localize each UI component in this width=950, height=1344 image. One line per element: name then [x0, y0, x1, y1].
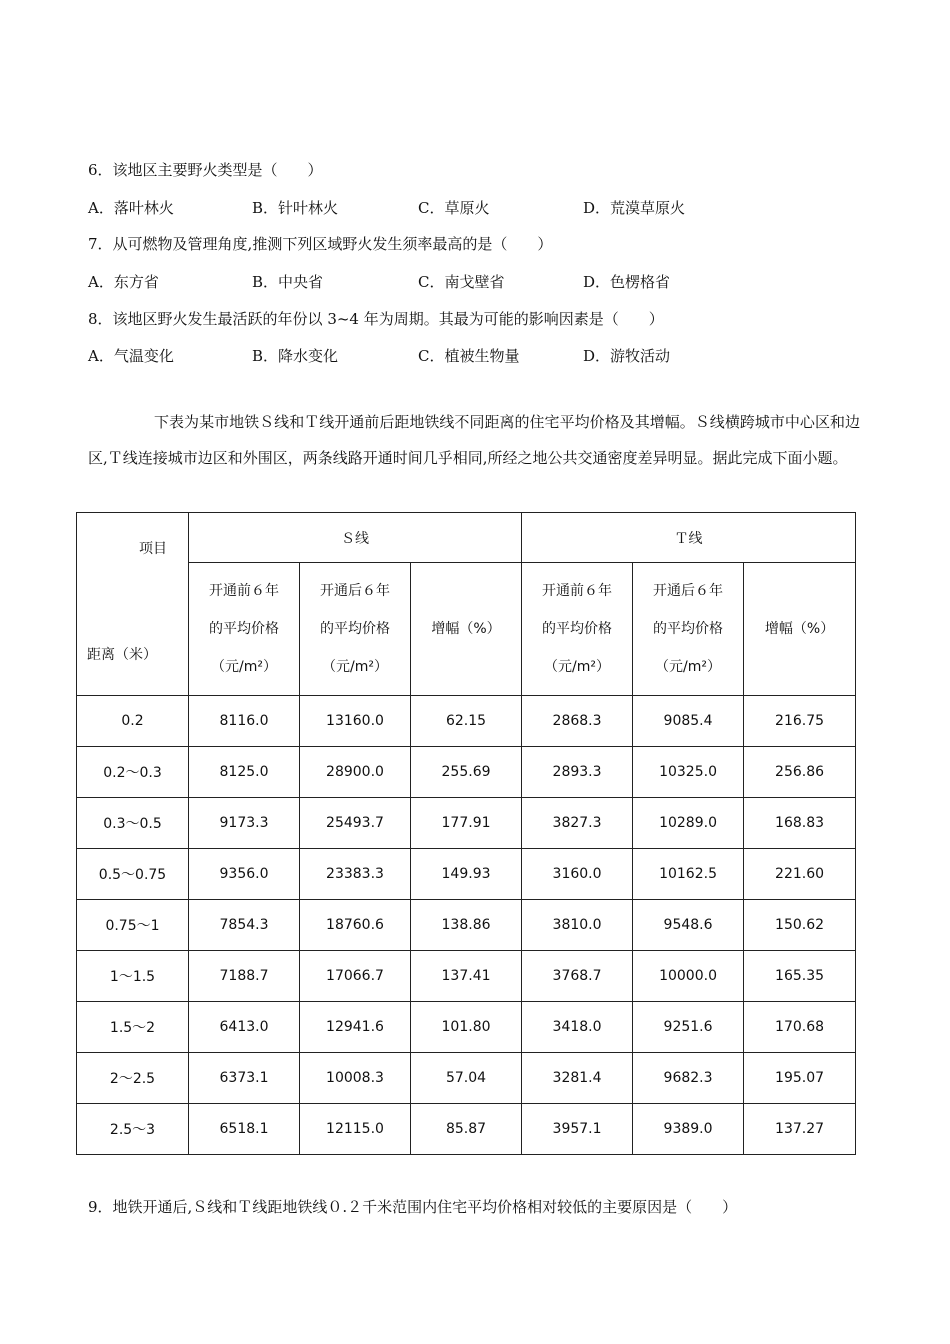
distance-cell: 0.3～0.5: [77, 798, 189, 849]
t-increase-cell: 216.75: [744, 696, 856, 747]
option-c: C．南戈壁省: [418, 273, 505, 291]
header-line: 的平均价格: [320, 621, 390, 637]
t-after-cell: 9389.0: [633, 1104, 744, 1155]
table-row: [77, 1104, 856, 1155]
option-a: A．东方省: [88, 273, 159, 291]
header-line: 的平均价格: [209, 621, 279, 637]
question-6: 6．该地区主要野火类型是（ ）: [88, 161, 323, 179]
s-increase-cell: 101.80: [411, 1002, 522, 1053]
option-d: D．荒漠草原火: [583, 199, 686, 217]
s-after-cell: 17066.7: [300, 951, 411, 1002]
distance-cell: 1.5～2: [77, 1002, 189, 1053]
option-d: D．色楞格省: [583, 273, 671, 291]
header-line: 的平均价格: [542, 621, 613, 637]
distance-cell: 0.5～0.75: [77, 849, 189, 900]
s-before-cell: 8116.0: [189, 696, 300, 747]
table-body: [77, 696, 856, 1155]
header-line: 开通前６年: [542, 583, 613, 599]
t-before-cell: 3160.0: [522, 849, 633, 900]
distance-cell: 2.5～3: [77, 1104, 189, 1155]
table-row: [77, 1002, 856, 1053]
t-after-header: [633, 563, 744, 696]
t-increase-cell: 137.27: [744, 1104, 856, 1155]
t-increase-cell: 170.68: [744, 1002, 856, 1053]
t-increase-cell: 165.35: [744, 951, 856, 1002]
option-a: A．气温变化: [88, 347, 174, 365]
header-line: 增幅（%）: [431, 621, 501, 637]
s-before-cell: 9356.0: [189, 849, 300, 900]
header-line: 的平均价格: [653, 621, 724, 637]
corner-cell: [77, 513, 189, 696]
price-table: [76, 512, 856, 1155]
s-increase-cell: 62.15: [411, 696, 522, 747]
s-increase-cell: 137.41: [411, 951, 522, 1002]
question-9: 9．地铁开通后,Ｓ线和Ｔ线距地铁线０.２千米范围内住宅平均价格相对较低的主要原因是（ ）: [88, 1198, 738, 1216]
distance-cell: 2～2.5: [77, 1053, 189, 1104]
header-line: 开通前６年: [209, 583, 279, 599]
s-after-cell: 12115.0: [300, 1104, 411, 1155]
table-row: [77, 900, 856, 951]
corner-item-label: 项目: [139, 541, 167, 557]
t-after-cell: 9548.6: [633, 900, 744, 951]
t-before-cell: 3827.3: [522, 798, 633, 849]
s-after-cell: 18760.6: [300, 900, 411, 951]
table-row: [77, 747, 856, 798]
s-before-cell: 6413.0: [189, 1002, 300, 1053]
option-b: B．中央省: [252, 273, 324, 291]
s-before-cell: 6373.1: [189, 1053, 300, 1104]
question-8-options: [88, 346, 848, 366]
s-before-cell: 7854.3: [189, 900, 300, 951]
t-increase-cell: 256.86: [744, 747, 856, 798]
option-a: A．落叶林火: [88, 199, 174, 217]
t-after-cell: 10289.0: [633, 798, 744, 849]
table-row: [77, 1053, 856, 1104]
t-after-cell: 9251.6: [633, 1002, 744, 1053]
s-after-cell: 23383.3: [300, 849, 411, 900]
t-before-cell: 2868.3: [522, 696, 633, 747]
s-increase-cell: 149.93: [411, 849, 522, 900]
distance-cell: 0.2: [77, 696, 189, 747]
table-row: [77, 798, 856, 849]
corner-distance-label: 距离（米）: [87, 647, 157, 663]
s-before-cell: 9173.3: [189, 798, 300, 849]
s-before-cell: 8125.0: [189, 747, 300, 798]
option-d: D．游牧活动: [583, 347, 671, 365]
s-after-cell: 28900.0: [300, 747, 411, 798]
question-7: 7．从可燃物及管理角度,推测下列区域野火发生须率最高的是（ ）: [88, 235, 553, 253]
t-before-cell: 2893.3: [522, 747, 633, 798]
line-s-header: Ｓ线: [189, 513, 522, 563]
table-row: [77, 696, 856, 747]
t-after-cell: 10162.5: [633, 849, 744, 900]
header-line: （元/m²）: [544, 659, 611, 675]
s-after-cell: 13160.0: [300, 696, 411, 747]
t-before-cell: 3957.1: [522, 1104, 633, 1155]
header-line: （元/m²）: [322, 659, 388, 675]
s-increase-cell: 57.04: [411, 1053, 522, 1104]
distance-cell: 0.2～0.3: [77, 747, 189, 798]
t-before-cell: 3810.0: [522, 900, 633, 951]
s-after-cell: 25493.7: [300, 798, 411, 849]
t-after-cell: 10325.0: [633, 747, 744, 798]
t-after-cell: 10000.0: [633, 951, 744, 1002]
t-before-cell: 3418.0: [522, 1002, 633, 1053]
question-6-options: [88, 198, 848, 218]
s-after-header: [300, 563, 411, 696]
t-after-cell: 9682.3: [633, 1053, 744, 1104]
s-before-cell: 7188.7: [189, 951, 300, 1002]
s-increase-cell: 255.69: [411, 747, 522, 798]
t-increase-cell: 195.07: [744, 1053, 856, 1104]
t-before-header: [522, 563, 633, 696]
option-b: B．针叶林火: [252, 199, 339, 217]
t-after-cell: 9085.4: [633, 696, 744, 747]
header-line: （元/m²）: [655, 659, 722, 675]
header-line: 增幅（%）: [764, 621, 835, 637]
option-c: C．草原火: [418, 199, 490, 217]
s-before-cell: 6518.1: [189, 1104, 300, 1155]
s-increase-header: [411, 563, 522, 696]
distance-cell: 0.75～1: [77, 900, 189, 951]
table-row: [77, 951, 856, 1002]
distance-cell: 1～1.5: [77, 951, 189, 1002]
header-line: 开通后６年: [653, 583, 724, 599]
s-increase-cell: 177.91: [411, 798, 522, 849]
s-after-cell: 10008.3: [300, 1053, 411, 1104]
question-7-options: [88, 272, 848, 292]
option-c: C．植被生物量: [418, 347, 520, 365]
s-increase-cell: 138.86: [411, 900, 522, 951]
t-before-cell: 3768.7: [522, 951, 633, 1002]
t-increase-cell: 150.62: [744, 900, 856, 951]
s-before-header: [189, 563, 300, 696]
t-increase-cell: 221.60: [744, 849, 856, 900]
header-line: 开通后６年: [320, 583, 390, 599]
line-t-header: Ｔ线: [522, 513, 856, 563]
header-line: （元/m²）: [211, 659, 277, 675]
intro-paragraph: 下表为某市地铁Ｓ线和Ｔ线开通前后距地铁线不同距离的住宅平均价格及其增幅。Ｓ线横跨城市中心区和边区,Ｔ线连接城市边区和外围区，两条线路开通时间几乎相同,所经之地公共交通密度差异明显。据此完成下面小题。: [88, 413, 860, 467]
header-row-columns: [77, 563, 856, 696]
option-b: B．降水变化: [252, 347, 339, 365]
t-before-cell: 3281.4: [522, 1053, 633, 1104]
table-row: [77, 849, 856, 900]
s-increase-cell: 85.87: [411, 1104, 522, 1155]
header-row-lines: [77, 513, 856, 563]
question-8: 8．该地区野火发生最活跃的年份以 3~4 年为周期。其最为可能的影响因素是（ ）: [88, 310, 664, 328]
t-increase-header: [744, 563, 856, 696]
t-increase-cell: 168.83: [744, 798, 856, 849]
s-after-cell: 12941.6: [300, 1002, 411, 1053]
